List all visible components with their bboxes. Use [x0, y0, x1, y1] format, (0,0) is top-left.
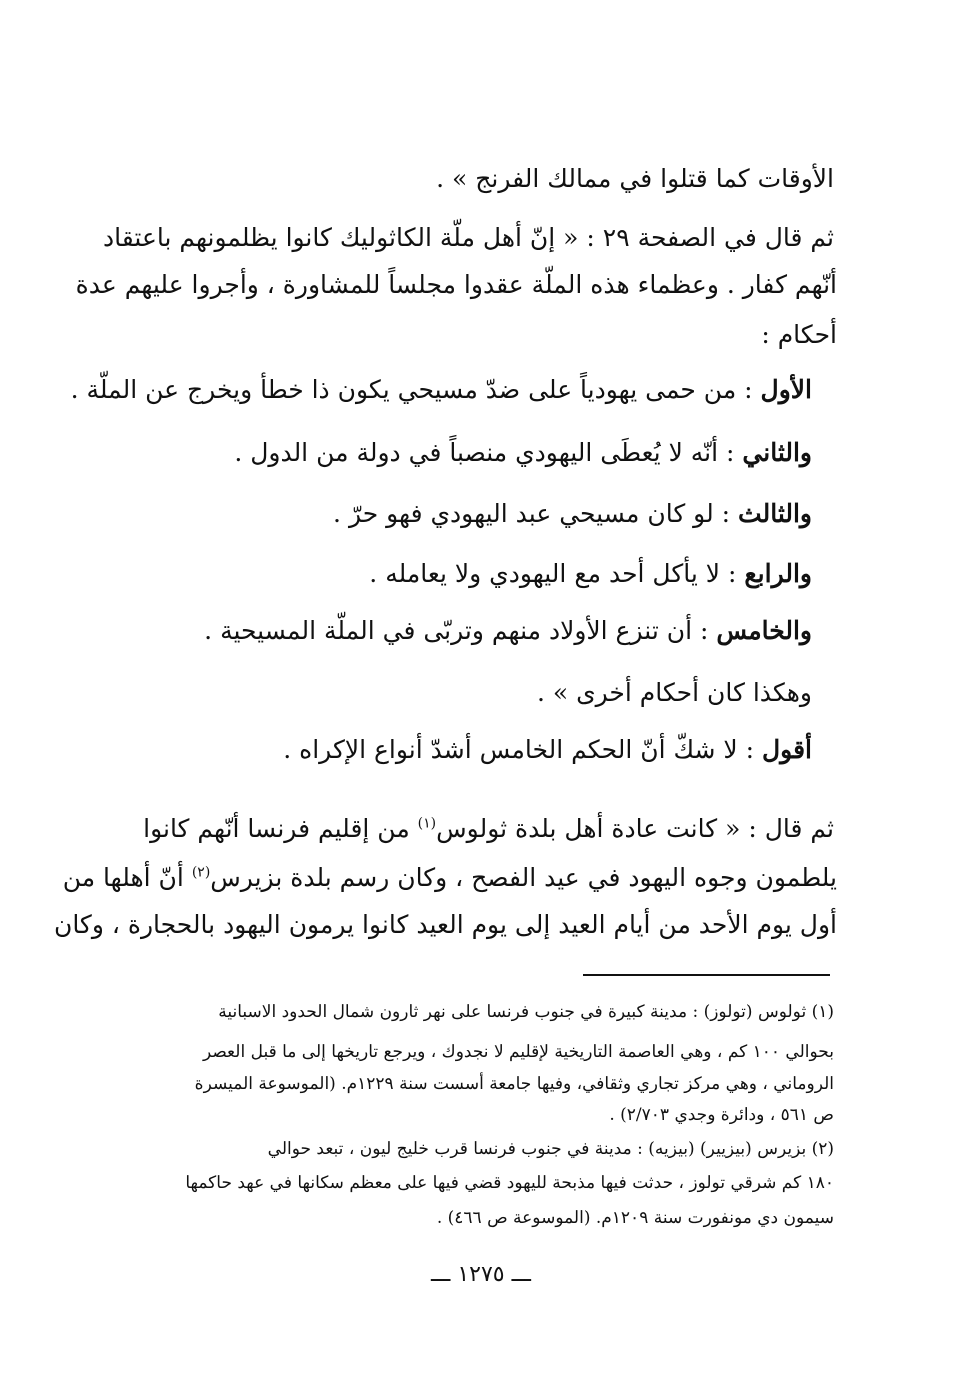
- footnote-2-line: (٢) بزيرس (بيزيير) (بيزيه) : مدينة في جنوب فرنسا قرب خليج ليون ، تبعد حوالي: [267, 1139, 834, 1159]
- footnote-1-line: الروماني ، وهي مركز تجاري وثقافي، وفيها جامعة أسست سنة ١٢٢٩م. (الموسوعة الميسرة: [194, 1074, 834, 1094]
- ruling-4-text: : لا يأكل أحد مع اليهودي ولا يعامله .: [369, 559, 745, 588]
- footnote-1-line: بحوالي ١٠٠ كم ، وهي العاصمة التاريخية لإقليم لا نجدوك ، ويرجع تاريخها إلى ما قبل العصر: [202, 1042, 834, 1062]
- aqul-label: أقول: [762, 735, 812, 764]
- body-line: [143, 812, 834, 846]
- ruling-3-text: : لو كان مسيحي عبد اليهودي فهو حرّ .: [333, 499, 739, 528]
- ruling-5-text: : أن تنزع الأولاد منهم وتربّى في الملّة المسيحية .: [204, 616, 717, 645]
- footnote-ref-1: (١): [417, 815, 437, 832]
- footnote-1-line: (١) ثولوس (تولوز) : مدينة كبيرة في جنوب فرنسا على نهر ثارون شمال الحدود الاسبانية: [218, 1002, 834, 1022]
- ruling-3-label: والثالث: [738, 499, 812, 528]
- body-line: أنّهم كفار . وعظماء هذه الملّة عقدوا مجلساً للمشاورة ، وأجروا عليهم عدة: [75, 270, 837, 299]
- aqul-line: [283, 733, 812, 767]
- aqul-text: : لا شكّ أنّ الحكم الخامس أشدّ أنواع الإكراه .: [283, 735, 763, 764]
- body-line: ثم قال في الصفحة ٢٩ : « إنّ أهل ملّة الكاثوليك كانوا يظلمونهم باعتقاد: [103, 223, 834, 252]
- line-part: ثم قال : « كانت عادة أهل بلدة ثولوس: [436, 814, 834, 843]
- line-part: من إقليم فرنسا أنّهم كانوا: [143, 814, 418, 843]
- line-part: يلطمون وجوه اليهود في عيد الفصح ، وكان رسم بلدة بزيرس: [210, 863, 837, 892]
- ruling-3: [333, 497, 812, 531]
- body-line: وهكذا كان أحكام أخرى » .: [536, 678, 812, 707]
- ruling-2: [234, 436, 812, 470]
- ruling-4-label: والرابع: [744, 559, 812, 588]
- ruling-2-label: والثاني: [742, 438, 812, 467]
- ruling-4: [369, 557, 812, 591]
- ruling-2-text: : أنّه لا يُعطَى اليهودي منصباً في دولة من الدول .: [234, 438, 743, 467]
- body-line: الأوقات كما قتلوا في ممالك الفرنج » .: [436, 164, 834, 193]
- ruling-5: [204, 614, 812, 648]
- body-line: أحكام :: [761, 320, 837, 349]
- footnote-1-line: ص ٥٦١ ، ودائرة وجدي ٢/٧٠٣) .: [609, 1105, 834, 1125]
- footnote-2-line: سيمون دي مونفورت سنة ١٢٠٩م. (الموسوعة ص ٤٦٦) .: [436, 1208, 834, 1228]
- body-line: أول يوم الأحد من أيام العيد إلى يوم العيد كانوا يرمون اليهود بالحجارة ، وكان: [53, 910, 837, 939]
- page-number: ـــ ١٢٧٥ ـــ: [431, 1262, 531, 1287]
- footnote-ref-2: (٢): [191, 864, 211, 881]
- footnote-2-line: ١٨٠ كم شرقي تولوز ، حدثت فيها مذبحة لليهود قضي فيها على معظم سكانها في عهد حاكمها: [185, 1173, 834, 1193]
- line-part: أنّ أهلها من: [62, 863, 192, 892]
- ruling-5-label: والخامس: [716, 616, 812, 645]
- ruling-1-text: : من حمى يهودياً على ضدّ مسيحي يكون ذا خطأ ويخرج عن الملّة .: [70, 375, 761, 404]
- ruling-1: [71, 373, 812, 407]
- footnote-separator: [583, 974, 830, 976]
- body-line: [63, 861, 837, 895]
- ruling-1-label: الأول: [760, 375, 812, 404]
